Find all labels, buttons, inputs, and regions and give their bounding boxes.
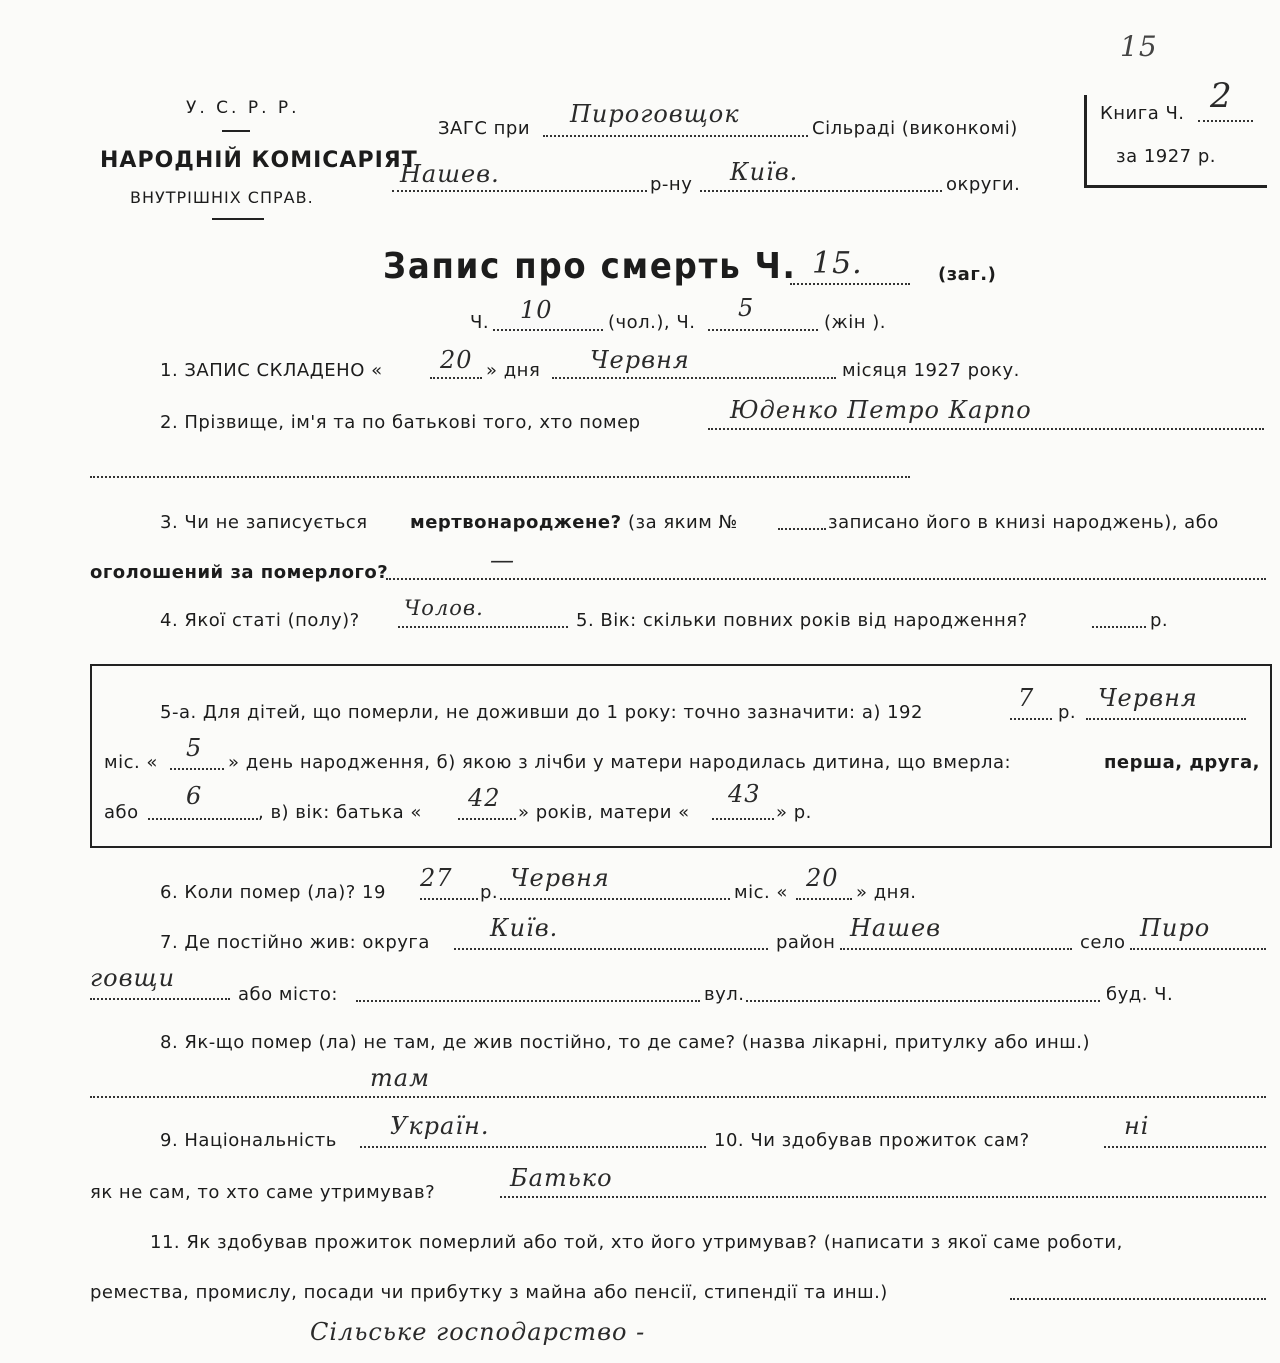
f6-r: р. bbox=[480, 882, 499, 903]
f7-okruga: Київ. bbox=[490, 914, 559, 942]
f5a-year: 7 bbox=[1018, 684, 1035, 712]
f7-vul-line bbox=[746, 1000, 1100, 1002]
f5a-mother: 43 bbox=[728, 780, 761, 808]
f3-number-line bbox=[778, 528, 826, 530]
f5a-abo: або bbox=[104, 802, 139, 823]
f3-value: — bbox=[490, 546, 515, 574]
record-number: 15. bbox=[812, 246, 863, 281]
okruga-value: Київ. bbox=[730, 158, 799, 186]
book-year: за 1927 р. bbox=[1116, 146, 1217, 167]
f6-year: 27 bbox=[420, 864, 453, 892]
f5a-day-line bbox=[170, 768, 224, 770]
f5a-order-line bbox=[148, 818, 258, 820]
male-count: 10 bbox=[520, 296, 553, 324]
district-label: р-ну bbox=[650, 174, 693, 195]
f3-text: записано його в книзі народжень), або bbox=[828, 512, 1219, 533]
okruga-label: округи. bbox=[946, 174, 1021, 195]
state-abbrev: У. С. Р. Р. bbox=[186, 98, 300, 118]
f7-okruga-line bbox=[454, 948, 768, 950]
f7-selo-line bbox=[1130, 948, 1266, 950]
book-label: Книга Ч. bbox=[1100, 103, 1185, 124]
f1-day-line bbox=[430, 377, 482, 379]
f5a-mother-line bbox=[712, 818, 774, 820]
f11-value: Сільське господарство - bbox=[310, 1318, 646, 1346]
f6-day-line bbox=[796, 898, 852, 900]
book-number: 2 bbox=[1210, 76, 1233, 116]
f11-line bbox=[1010, 1298, 1266, 1300]
f3-label: 3. Чи не записується bbox=[160, 512, 368, 533]
female-suffix: (жін ). bbox=[824, 312, 886, 333]
female-line bbox=[708, 329, 818, 331]
divider bbox=[222, 130, 250, 132]
f8-value: там bbox=[370, 1064, 430, 1092]
f5-line bbox=[1092, 626, 1146, 628]
f10-label: 10. Чи здобував прожиток сам? bbox=[714, 1130, 1030, 1151]
f5a-r: р. bbox=[1058, 702, 1077, 723]
f7-label: 7. Де постійно жив: округа bbox=[160, 932, 430, 953]
f5a-text-2: » день народження, б) якою з лічби у матери народилась дитина, що вмерла: bbox=[228, 752, 1012, 773]
f1-end: місяця 1927 року. bbox=[842, 360, 1020, 381]
f8-line bbox=[90, 1096, 1266, 1098]
f7-rayon-label: район bbox=[776, 932, 836, 953]
record-number-line bbox=[790, 283, 910, 285]
f10-line bbox=[1104, 1146, 1266, 1148]
f2-line bbox=[708, 428, 1264, 430]
f7-selo-cont-line bbox=[90, 998, 230, 1000]
f10-value: ні bbox=[1124, 1112, 1150, 1140]
f5a-order-options: перша, друга, bbox=[1104, 752, 1260, 773]
f9-label: 9. Національність bbox=[160, 1130, 337, 1151]
f7-rayon-value: Нашев bbox=[850, 914, 942, 942]
f6-year-line bbox=[420, 898, 478, 900]
f7-selo-label: село bbox=[1080, 932, 1126, 953]
f3-stillborn: мертвонароджене? bbox=[410, 512, 622, 533]
f6-month-line bbox=[500, 898, 730, 900]
f5a-year-line bbox=[1010, 718, 1052, 720]
f6-day: 20 bbox=[806, 864, 839, 892]
f7-vul-label: вул. bbox=[704, 984, 745, 1005]
f1-mid: » дня bbox=[486, 360, 541, 381]
f5a-years: » років, матери « bbox=[518, 802, 690, 823]
f1-month: Червня bbox=[590, 346, 690, 374]
f5a-order: 6 bbox=[186, 782, 203, 810]
zags-prefix: ЗАГС при bbox=[438, 118, 531, 139]
f5a-mis: міс. « bbox=[104, 752, 158, 773]
f5-suffix: р. bbox=[1150, 610, 1169, 631]
zags-suffix: Сільраді (виконкомі) bbox=[812, 118, 1018, 139]
male-prefix: Ч. bbox=[470, 312, 490, 333]
f5-label: 5. Вік: скільки повних років від народження? bbox=[576, 610, 1028, 631]
f5a-text-3: , в) вік: батька « bbox=[258, 802, 422, 823]
f3-line bbox=[386, 578, 1266, 580]
f2-line-2 bbox=[90, 476, 910, 478]
f11-label: 11. Як здобував прожиток померлий або той, хто його утримував? (написати з якої саме роботи, bbox=[150, 1232, 1123, 1253]
female-count: 5 bbox=[738, 294, 755, 322]
f5a-month: Червня bbox=[1098, 684, 1198, 712]
f6-end: » дня. bbox=[856, 882, 917, 903]
commissariat-title: НАРОДНІЙ КОМІСАРІЯТ bbox=[100, 148, 418, 173]
f5a-month-line bbox=[1086, 718, 1246, 720]
f7-rayon-line bbox=[840, 948, 1072, 950]
corner-mark: 15 bbox=[1120, 30, 1158, 63]
zags-line bbox=[543, 135, 808, 137]
f7-selo-value: Пиро bbox=[1140, 914, 1211, 942]
f11-label-2: ремества, промислу, посади чи прибутку з майна або пенсії, стипендії та инш.) bbox=[90, 1282, 888, 1303]
f1-month-line bbox=[552, 377, 836, 379]
f4-line bbox=[398, 626, 568, 628]
f5a-text-1: 5-а. Для дітей, що померли, не доживши до 1 року: точно зазначити: а) 192 bbox=[160, 702, 923, 723]
commissariat-subtitle: ВНУТРІШНІХ СПРАВ. bbox=[130, 188, 314, 207]
male-suffix: (чол.), Ч. bbox=[608, 312, 696, 333]
f7-selo-cont: говщи bbox=[90, 964, 176, 992]
book-line bbox=[1198, 120, 1253, 122]
okruga-line bbox=[700, 190, 942, 192]
district-line bbox=[392, 190, 647, 192]
f7-bud-label: буд. Ч. bbox=[1106, 984, 1174, 1005]
record-suffix: (заг.) bbox=[938, 264, 997, 285]
f5a-father: 42 bbox=[468, 784, 501, 812]
f7-misto-line bbox=[356, 1000, 700, 1002]
f9-line bbox=[360, 1146, 706, 1148]
male-line bbox=[493, 329, 603, 331]
zags-village-value: Пироговщок bbox=[570, 100, 740, 128]
f4-label: 4. Якої статі (полу)? bbox=[160, 610, 360, 631]
f4-value: Чолов. bbox=[404, 596, 484, 620]
f7-misto-label: або місто: bbox=[238, 984, 338, 1005]
f10-value2: Батько bbox=[510, 1164, 613, 1192]
f8-label: 8. Як-що помер (ла) не там, де жив постійно, то де саме? (назва лікарні, притулку або инш.) bbox=[160, 1032, 1090, 1053]
district-value: Нашев. bbox=[400, 160, 500, 188]
divider bbox=[212, 218, 264, 220]
f1-label: 1. ЗАПИС СКЛАДЕНО « bbox=[160, 360, 383, 381]
f6-label: 6. Коли помер (ла)? 19 bbox=[160, 882, 386, 903]
f2-label: 2. Прізвище, ім'я та по батькові того, хто помер bbox=[160, 412, 641, 433]
record-title: Запис про смерть Ч. bbox=[383, 246, 797, 287]
f5a-end: » р. bbox=[776, 802, 812, 823]
f2-value: Юденко Петро Карпо bbox=[730, 396, 1032, 424]
f3-declared-dead: оголошений за померлого? bbox=[90, 562, 389, 583]
f10-line2 bbox=[500, 1196, 1266, 1198]
f3-number-label: (за яким № bbox=[628, 512, 738, 533]
f5a-father-line bbox=[458, 818, 516, 820]
f6-month: Червня bbox=[510, 864, 610, 892]
f1-day: 20 bbox=[440, 346, 473, 374]
f6-mis: міс. « bbox=[734, 882, 788, 903]
f9-value: Україн. bbox=[390, 1112, 490, 1140]
f5a-day: 5 bbox=[186, 734, 203, 762]
f10-line2-label: як не сам, то хто саме утримував? bbox=[90, 1182, 436, 1203]
